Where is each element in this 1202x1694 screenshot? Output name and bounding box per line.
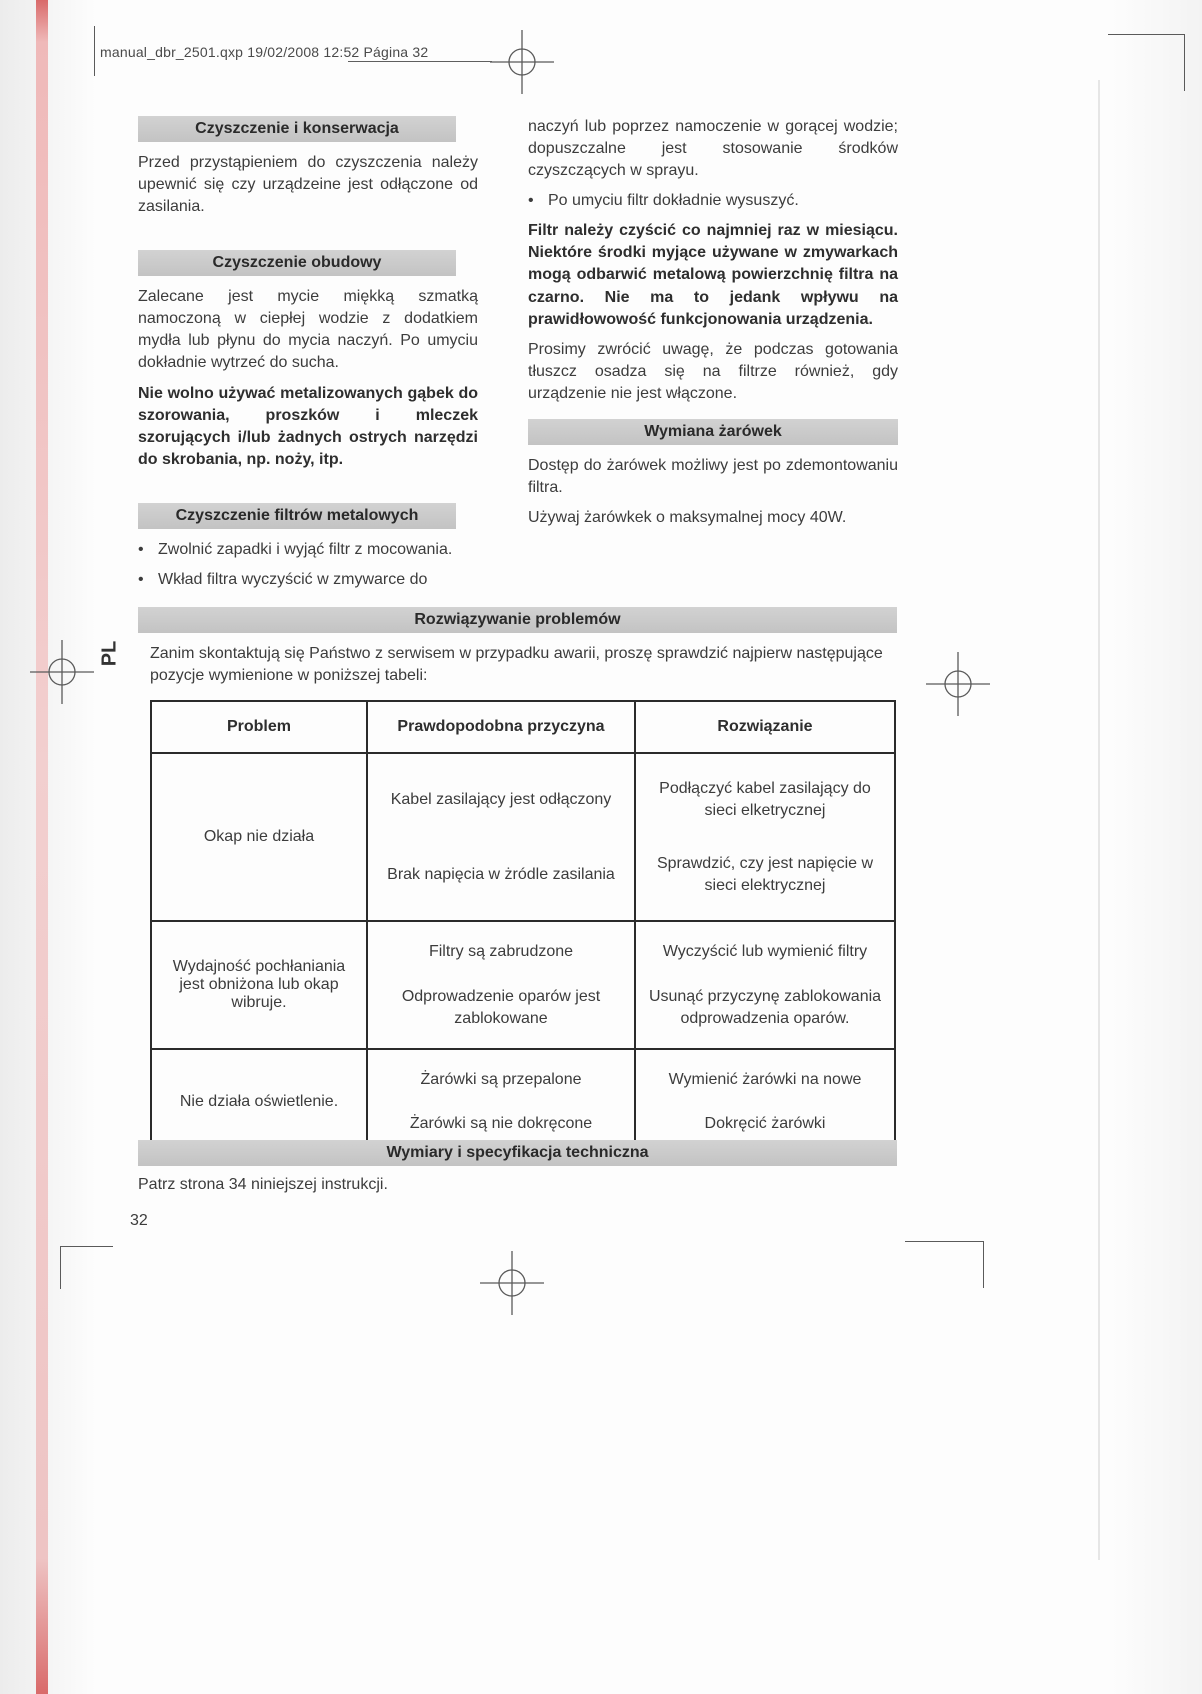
list-item: • Po umyciu filtr dokładnie wysuszyć. xyxy=(528,190,898,212)
left-column xyxy=(138,116,478,599)
warning-paragraph: Nie wolno używać metalizowanych gąbek do szorowania, proszków i mleczek szorujących i/lub żadnych ostrych narzędzi do skrobania, np. noży, itp. xyxy=(138,384,478,468)
list-item: • Wkład filtra wyczyścić w zmywarce do xyxy=(138,569,478,591)
scan-edge-artifact xyxy=(36,0,48,1694)
bullet-icon: • xyxy=(138,570,144,588)
registration-mark-icon xyxy=(30,640,94,704)
scan-shading-right xyxy=(1112,0,1202,1694)
paragraph: naczyń lub poprzez namoczenie w gorącej wodzie; dopuszczalne jest stosowanie środków czyszczących w sprayu. xyxy=(528,118,898,180)
column-header-problem: Problem xyxy=(151,701,367,753)
paper-edge-line xyxy=(1098,80,1100,1560)
paragraph: Zalecane jest mycie miękką szmatką namoczoną w ciepłej wodzie z dodatkiem mydła lub płynu do mycia naczyń. Po umyciu dokładnie wytrzeć do sucha. xyxy=(138,288,478,372)
right-column xyxy=(528,116,898,537)
registration-mark-icon xyxy=(480,1251,544,1315)
cause-cell: Filtry są zabrudzone Odprowadzenie oparów jest zablokowane xyxy=(367,921,635,1049)
registration-mark-icon xyxy=(926,652,990,716)
problem-cell: Nie działa oświetlenie. xyxy=(151,1049,367,1155)
crop-corner-top-left-icon xyxy=(94,26,96,76)
table-header-row xyxy=(151,701,895,753)
solution-cell: Podłączyć kabel zasilający do sieci elketrycznej Sprawdzić, czy jest napięcie w sieci elektrycznej xyxy=(635,753,895,921)
paragraph: Używaj żarówkek o maksymalnej mocy 40W. xyxy=(528,509,847,527)
cause-cell: Kabel zasilający jest odłączony Brak napięcia w żródle zasilania xyxy=(367,753,635,921)
section-header-specs-wrap xyxy=(138,1140,897,1166)
specs-reference: Patrz strona 34 niniejszej instrukcji. xyxy=(138,1176,388,1193)
paragraph: Dostęp do żarówek możliwy jest po zdemontowaniu filtra. xyxy=(528,456,898,497)
bullet-icon: • xyxy=(528,192,534,210)
section-header-cleaning-maintenance: Czyszczenie i konserwacja xyxy=(138,116,456,142)
print-file-info: manual_dbr_2501.qxp 19/02/2008 12:52 Página 32 xyxy=(100,44,429,60)
table-row xyxy=(151,753,895,921)
solution-cell: Wymienić żarówki na nowe Dokręcić żarówki xyxy=(635,1049,895,1155)
section-header-troubleshooting: Rozwiązywanie problemów xyxy=(138,607,897,633)
crop-corner-bottom-left-icon xyxy=(60,1246,113,1289)
table-row xyxy=(151,921,895,1049)
solution-cell: Wyczyścić lub wymienić filtry Usunąć przyczynę zablokowania odprowadzenia oparów. xyxy=(635,921,895,1049)
column-header-cause: Prawdopodobna przyczyna xyxy=(367,701,635,753)
scan-shading-left xyxy=(0,0,96,1694)
registration-mark-icon xyxy=(490,30,554,94)
crop-corner-top-right-icon xyxy=(1108,34,1185,91)
page-number: 32 xyxy=(130,1212,148,1229)
column-header-solution: Rozwiązanie xyxy=(635,701,895,753)
paragraph: Prosimy zwrócić uwagę, że podczas gotowania tłuszcz osadza się na filtrze również, gdy urządzenie nie jest włączone. xyxy=(528,340,898,402)
warning-paragraph: Filtr należy czyścić co najmniej raz w miesiącu. Niektóre środki myjące używane w zmywarkach mogą odbarwić metalową powierzchnię filtra na czarno. Nie ma to jedank wpływu na prawidłowowość funkcjonowania urządzenia. xyxy=(528,222,898,328)
section-header-specs: Wymiary i specyfikacja techniczna xyxy=(138,1140,897,1166)
language-marker: PL xyxy=(98,640,121,667)
section-header-troubleshooting-wrap xyxy=(138,607,897,633)
troubleshooting-intro: Zanim skontaktują się Państwo z serwisem w przypadku awarii, proszę sprawdzić najpierw następujące pozycje wymienione w poniższej tabeli: xyxy=(150,645,883,685)
problem-cell: Okap nie działa xyxy=(151,753,367,921)
crop-corner-bottom-right-icon xyxy=(905,1241,984,1288)
section-header-housing-cleaning: Czyszczenie obudowy xyxy=(138,250,456,276)
list-item: • Zwolnić zapadki i wyjąć filtr z mocowania. xyxy=(138,539,478,561)
troubleshooting-table xyxy=(150,700,896,1156)
bullet-icon: • xyxy=(138,540,144,558)
paragraph: Przed przystąpieniem do czyszczenia należy upewnić się czy urządzeine jest odłączone od zasilania. xyxy=(138,154,478,216)
problem-cell: Wydajność pochłaniania jest obniżona lub okap wibruje. xyxy=(151,921,367,1049)
crop-line xyxy=(348,61,492,62)
cause-cell: Żarówki są przepalone Żarówki są nie dokręcone xyxy=(367,1049,635,1155)
section-header-bulb-replacement: Wymiana żarówek xyxy=(528,419,898,445)
section-header-metal-filters: Czyszczenie filtrów metalowych xyxy=(138,503,456,529)
